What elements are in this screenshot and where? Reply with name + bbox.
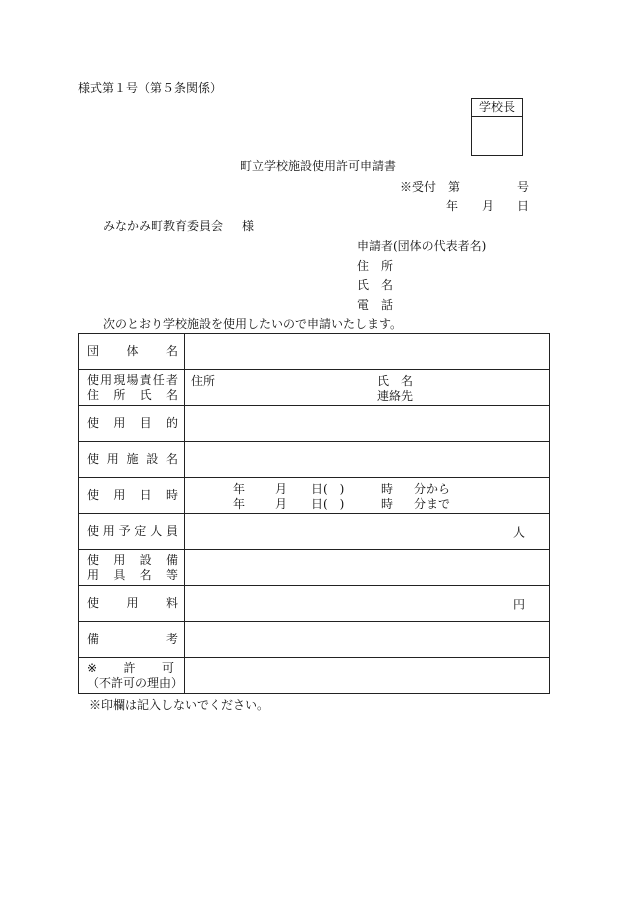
datetime-unit-label: 日( ): [311, 482, 345, 496]
row-label-char: 用: [87, 567, 100, 582]
row-value-field[interactable]: [185, 658, 550, 694]
row-label-char: 現: [113, 372, 126, 387]
row-label-char: 使: [87, 524, 100, 538]
table-row: [79, 478, 550, 514]
datetime-unit-label: 分まで: [414, 497, 451, 511]
row-label: [79, 622, 185, 658]
row-label-char: 日: [139, 488, 152, 502]
row-label-char: 任: [152, 372, 165, 387]
row-label-char: 使: [87, 416, 100, 430]
row-label-char: 氏: [139, 387, 152, 402]
row-label-char: 人: [150, 524, 163, 538]
row-label-char: 施: [126, 452, 139, 466]
manager-name-label: 氏 名: [377, 374, 414, 388]
row-label-line: [87, 452, 178, 467]
row-label-char: 員: [165, 524, 178, 538]
table-row: [79, 406, 550, 442]
row-label-char: 場: [126, 372, 139, 387]
row-value-field[interactable]: [185, 550, 550, 586]
row-label-char: 使: [87, 552, 100, 567]
row-value-field[interactable]: [185, 406, 550, 442]
principal-stamp-box: [471, 98, 523, 156]
table-row: [79, 334, 550, 370]
footnote: ※印欄は記入しないでください。: [89, 698, 270, 712]
row-label-char: 所: [113, 387, 126, 402]
applicant-name-label: 氏 名: [357, 278, 394, 292]
datetime-unit-label: 月: [275, 497, 288, 511]
row-label-char: ※: [87, 660, 98, 675]
manager-contact-label: 連絡先: [377, 389, 414, 403]
row-label-char: 用: [106, 452, 119, 466]
row-label: [79, 658, 185, 694]
row-label: [79, 550, 185, 586]
row-label-line: [87, 632, 178, 647]
row-label-char: 住: [87, 387, 100, 402]
datetime-unit-label: 時: [381, 482, 394, 496]
row-label-char: 料: [165, 596, 178, 610]
row-label-char: 用: [102, 524, 115, 538]
row-label: [79, 406, 185, 442]
row-label-char: 用: [126, 596, 139, 610]
row-label: [79, 370, 185, 406]
form-number: 様式第１号（第５条関係）: [78, 81, 223, 95]
row-label-char: 名: [139, 567, 152, 582]
addressee-name: みなかみ町教育委員会: [103, 219, 224, 233]
table-row: [79, 658, 550, 694]
row-label-line: [87, 553, 178, 568]
applicant-address-label: 住 所: [357, 259, 394, 273]
row-label-char: 許: [123, 660, 136, 675]
row-label-char: 者: [165, 372, 178, 387]
row-label-line: [87, 416, 178, 431]
row-label-char: 考: [165, 632, 178, 646]
document-title: 町立学校施設使用許可申請書: [240, 159, 397, 173]
row-value-field[interactable]: [185, 370, 550, 406]
table-row: [79, 370, 550, 406]
row-label-char: 用: [100, 372, 113, 387]
row-label-char: 目: [139, 416, 152, 430]
row-unit-label: 円: [512, 597, 525, 611]
row-label-char: 時: [165, 488, 178, 502]
row-value-field[interactable]: [185, 334, 550, 370]
applicant-phone-label: 電 話: [357, 298, 394, 312]
datetime-unit-label: 年: [233, 482, 246, 496]
date-day: 日: [517, 199, 530, 213]
table-row: [79, 586, 550, 622]
datetime-unit-label: 日( ): [311, 497, 345, 511]
row-label-char: 予: [118, 524, 131, 538]
receipt-label: ※受付 第: [400, 180, 461, 194]
datetime-unit-label: 月: [275, 482, 288, 496]
row-label-line: [87, 488, 178, 503]
row-value-field[interactable]: [185, 478, 550, 514]
application-table: [78, 333, 550, 694]
manager-address-label: 住所: [191, 374, 216, 388]
receipt-suffix: 号: [517, 180, 530, 194]
datetime-unit-label: 時: [381, 497, 394, 511]
datetime-unit-label: 分から: [414, 482, 451, 496]
row-label-char: 名: [165, 452, 178, 466]
row-label-line: [87, 388, 178, 403]
table-row: [79, 442, 550, 478]
row-label: [79, 334, 185, 370]
row-label-line: [87, 661, 178, 676]
row-label-char: 的: [165, 416, 178, 430]
row-label-line: [87, 373, 178, 388]
row-label-char: 体: [126, 344, 139, 358]
row-label-line: [87, 524, 178, 539]
row-label-line: [87, 596, 178, 611]
row-label: [79, 478, 185, 514]
row-label-char: 使: [87, 452, 100, 466]
datetime-unit-label: 年: [233, 497, 246, 511]
row-label: [79, 442, 185, 478]
intro-text: 次のとおり学校施設を使用したいので申請いたします。: [103, 317, 403, 331]
row-label-char: 備: [165, 552, 178, 567]
table-row: [79, 622, 550, 658]
table-row: [79, 550, 550, 586]
row-label-char: 具: [113, 567, 126, 582]
addressee-honorific: 様: [242, 219, 255, 233]
row-value-field[interactable]: [185, 622, 550, 658]
row-label-char: 可: [161, 660, 174, 675]
row-unit-label: 人: [512, 525, 525, 539]
row-label-char: 使: [87, 488, 100, 502]
row-label-char: 用: [113, 552, 126, 567]
row-value-field[interactable]: [185, 442, 550, 478]
row-label-char: 備: [87, 632, 100, 646]
applicant-heading: 申請者(団体の代表者名): [357, 239, 487, 253]
row-label: [79, 586, 185, 622]
row-sub-label: （不許可の理由）: [87, 675, 184, 690]
row-value-field[interactable]: [185, 514, 550, 550]
date-year: 年: [446, 199, 459, 213]
row-label-char: 責: [139, 372, 152, 387]
row-label-char: 使: [87, 372, 100, 387]
row-label-line: [87, 568, 178, 583]
row-label-char: 使: [87, 596, 100, 610]
row-label-char: 等: [165, 567, 178, 582]
row-label-char: 設: [146, 452, 159, 466]
row-label: [79, 514, 185, 550]
row-label-line: [87, 344, 178, 359]
row-label-char: 団: [87, 344, 100, 358]
date-month: 月: [482, 199, 495, 213]
manager-contact-labels: [377, 374, 413, 404]
row-label-char: 用: [113, 488, 126, 502]
row-label-char: 設: [139, 552, 152, 567]
row-label-char: 定: [134, 524, 147, 538]
row-value-field[interactable]: [185, 586, 550, 622]
stamp-box-label: 学校長: [472, 99, 522, 117]
row-label-char: 用: [113, 416, 126, 430]
table-row: [79, 514, 550, 550]
row-label-char: 名: [165, 344, 178, 358]
row-label-char: 名: [165, 387, 178, 402]
